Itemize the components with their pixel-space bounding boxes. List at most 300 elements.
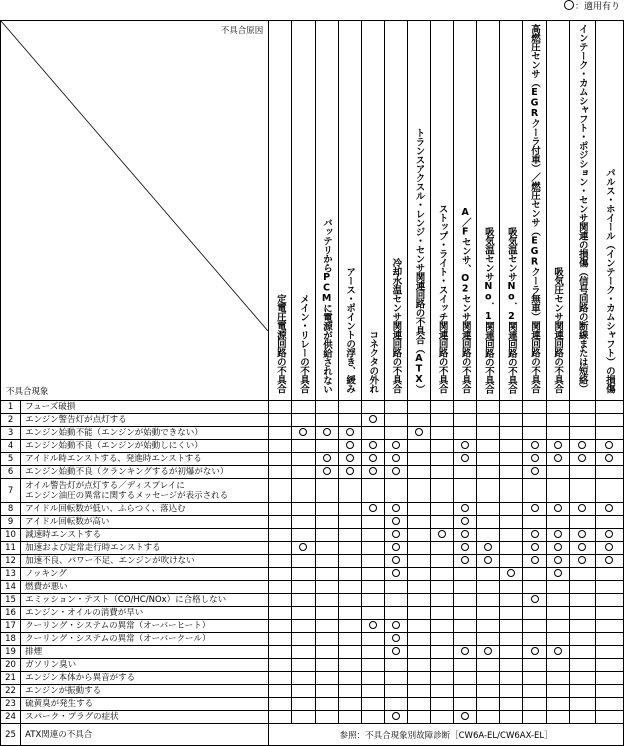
circle-mark-icon	[531, 543, 539, 551]
mark-cell	[338, 529, 361, 542]
mark-cell	[431, 542, 454, 555]
mark-cell	[569, 568, 595, 581]
mark-cell	[546, 427, 569, 440]
mark-cell	[407, 568, 430, 581]
mark-cell	[595, 516, 623, 529]
phenomenon-text: アイドル時エンストする、発進時エンストする	[21, 453, 269, 466]
mark-cell	[546, 453, 569, 466]
mark-cell	[338, 466, 361, 479]
table-row	[1, 659, 624, 672]
mark-cell	[569, 503, 595, 516]
mark-cell	[361, 555, 384, 568]
cause-header-9	[454, 21, 477, 401]
row-number: 21	[1, 672, 21, 685]
mark-cell	[523, 503, 546, 516]
mark-cell	[315, 453, 338, 466]
mark-cell	[546, 581, 569, 594]
table-row	[1, 479, 624, 503]
mark-cell	[338, 646, 361, 659]
mark-cell	[500, 646, 523, 659]
mark-cell	[546, 646, 569, 659]
cause-label: 吸気圧センサ関連回路の不具合	[552, 267, 564, 393]
circle-mark-icon	[461, 647, 469, 655]
mark-cell	[523, 594, 546, 607]
mark-cell	[338, 698, 361, 711]
circle-mark-icon	[369, 467, 377, 475]
mark-cell	[361, 466, 384, 479]
mark-cell	[292, 414, 315, 427]
mark-cell	[338, 607, 361, 620]
mark-cell	[407, 453, 430, 466]
mark-cell	[315, 581, 338, 594]
mark-cell	[477, 698, 500, 711]
mark-cell	[477, 555, 500, 568]
mark-cell	[477, 542, 500, 555]
circle-mark-icon	[554, 569, 562, 577]
mark-cell	[569, 542, 595, 555]
mark-cell	[384, 672, 407, 685]
mark-cell	[431, 711, 454, 724]
mark-cell	[595, 685, 623, 698]
mark-cell	[269, 685, 292, 698]
mark-cell	[407, 581, 430, 594]
mark-cell	[431, 568, 454, 581]
mark-cell	[477, 594, 500, 607]
mark-cell	[595, 414, 623, 427]
circle-mark-icon	[554, 441, 562, 449]
circle-mark-icon	[578, 454, 586, 462]
row-number: 19	[1, 646, 21, 659]
mark-cell	[546, 568, 569, 581]
mark-cell	[315, 479, 338, 503]
circle-mark-icon	[531, 504, 539, 512]
mark-cell	[315, 466, 338, 479]
mark-cell	[569, 440, 595, 453]
circle-mark-icon	[392, 621, 400, 629]
mark-cell	[595, 594, 623, 607]
mark-cell	[292, 607, 315, 620]
mark-cell	[500, 401, 523, 414]
row-number: 8	[1, 503, 21, 516]
table-row	[1, 633, 624, 646]
mark-cell	[361, 453, 384, 466]
mark-cell	[407, 594, 430, 607]
mark-cell	[454, 503, 477, 516]
mark-cell	[315, 646, 338, 659]
mark-cell	[361, 440, 384, 453]
mark-cell	[569, 401, 595, 414]
mark-cell	[595, 542, 623, 555]
mark-cell	[431, 646, 454, 659]
mark-cell	[315, 568, 338, 581]
mark-cell	[431, 620, 454, 633]
circle-mark-icon	[461, 556, 469, 564]
mark-cell	[523, 672, 546, 685]
phenomenon-text: エンジン始動不良（クランキングするが初爆がない）	[21, 466, 269, 479]
mark-cell	[595, 672, 623, 685]
mark-cell	[338, 516, 361, 529]
table-row	[1, 594, 624, 607]
mark-cell	[384, 698, 407, 711]
mark-cell	[384, 414, 407, 427]
mark-cell	[269, 401, 292, 414]
mark-cell	[546, 542, 569, 555]
mark-cell	[338, 633, 361, 646]
cause-label: ストップ・ライト・スイッチ関連回路の不具合	[436, 204, 448, 393]
circle-mark-icon	[578, 504, 586, 512]
mark-cell	[595, 633, 623, 646]
mark-cell	[292, 401, 315, 414]
mark-cell	[523, 427, 546, 440]
circle-mark-icon	[605, 504, 613, 512]
circle-mark-icon	[369, 454, 377, 462]
cause-header-5	[361, 21, 384, 401]
mark-cell	[546, 633, 569, 646]
cause-header-14	[569, 21, 595, 401]
mark-cell	[477, 401, 500, 414]
mark-cell	[500, 620, 523, 633]
mark-cell	[431, 555, 454, 568]
mark-cell	[454, 685, 477, 698]
mark-cell	[454, 607, 477, 620]
phenomenon-text: スパーク・プラグの症状	[21, 711, 269, 724]
circle-mark-icon	[392, 543, 400, 551]
mark-cell	[569, 453, 595, 466]
circle-mark-icon	[531, 647, 539, 655]
mark-cell	[431, 659, 454, 672]
mark-cell	[595, 581, 623, 594]
mark-cell	[361, 672, 384, 685]
mark-cell	[384, 529, 407, 542]
cause-header-12	[523, 21, 546, 401]
mark-cell	[269, 440, 292, 453]
circle-mark-icon	[461, 543, 469, 551]
phenomenon-text: オイル警告灯が点灯する／ディスプレイに エンジン油圧の異常に関するメッセージが表示される	[21, 479, 269, 503]
circle-mark-icon	[392, 504, 400, 512]
mark-cell	[454, 529, 477, 542]
cause-header-label: 不具合原因	[220, 26, 264, 36]
mark-cell	[431, 685, 454, 698]
cause-label: アース・ポイントの浮き、緩み	[344, 267, 356, 393]
mark-cell	[292, 479, 315, 503]
mark-cell	[454, 414, 477, 427]
table-row	[1, 516, 624, 529]
mark-cell	[361, 581, 384, 594]
mark-cell	[407, 659, 430, 672]
mark-cell	[454, 427, 477, 440]
row-number: 2	[1, 414, 21, 427]
mark-cell	[454, 555, 477, 568]
circle-mark-icon	[299, 428, 307, 436]
mark-cell	[523, 581, 546, 594]
circle-mark-icon	[323, 467, 331, 475]
mark-cell	[595, 466, 623, 479]
mark-cell	[595, 440, 623, 453]
mark-cell	[407, 555, 430, 568]
mark-cell	[431, 516, 454, 529]
mark-cell	[523, 620, 546, 633]
mark-cell	[546, 555, 569, 568]
mark-cell	[315, 529, 338, 542]
phenomenon-text: エンジン・オイルの消費が早い	[21, 607, 269, 620]
phenomenon-text: クーリング・システムの異常（オーバーヒート）	[21, 620, 269, 633]
circle-mark-icon	[554, 543, 562, 551]
table-row	[1, 427, 624, 440]
mark-cell	[338, 620, 361, 633]
mark-cell	[269, 427, 292, 440]
mark-cell	[595, 568, 623, 581]
mark-cell	[431, 453, 454, 466]
mark-cell	[477, 672, 500, 685]
mark-cell	[500, 479, 523, 503]
table-row	[1, 453, 624, 466]
circle-mark-icon	[461, 712, 469, 720]
mark-cell	[361, 685, 384, 698]
mark-cell	[523, 479, 546, 503]
mark-cell	[361, 659, 384, 672]
circle-mark-icon	[392, 454, 400, 462]
reference-note: 参照：不具合現象別故障診断［CW6A-EL/CW6AX-EL］	[269, 724, 624, 746]
mark-cell	[384, 453, 407, 466]
row-number: 17	[1, 620, 21, 633]
cause-label: メイン・リレーの不具合	[297, 294, 309, 393]
mark-cell	[269, 698, 292, 711]
mark-cell	[546, 414, 569, 427]
mark-cell	[454, 672, 477, 685]
mark-cell	[500, 542, 523, 555]
row-number: 25	[1, 724, 21, 746]
row-number: 7	[1, 479, 21, 503]
phenomenon-text: 減速時エンストする	[21, 529, 269, 542]
circle-mark-icon	[438, 530, 446, 538]
mark-cell	[384, 646, 407, 659]
mark-cell	[477, 633, 500, 646]
mark-cell	[500, 466, 523, 479]
mark-cell	[523, 607, 546, 620]
cause-header-2	[292, 21, 315, 401]
table-row	[1, 581, 624, 594]
cause-label: A／Fセンサ、O2センサ関連回路の不具合	[459, 207, 471, 393]
mark-cell	[546, 698, 569, 711]
mark-cell	[338, 568, 361, 581]
mark-cell	[338, 685, 361, 698]
mark-cell	[384, 620, 407, 633]
circle-mark-icon	[531, 556, 539, 564]
circle-mark-icon	[554, 504, 562, 512]
mark-cell	[315, 516, 338, 529]
mark-cell	[407, 646, 430, 659]
mark-cell	[431, 594, 454, 607]
mark-cell	[315, 620, 338, 633]
mark-cell	[500, 672, 523, 685]
mark-cell	[523, 466, 546, 479]
mark-cell	[454, 620, 477, 633]
mark-cell	[384, 633, 407, 646]
phenomenon-text: 燃費が悪い	[21, 581, 269, 594]
mark-cell	[407, 633, 430, 646]
mark-cell	[431, 440, 454, 453]
mark-cell	[338, 503, 361, 516]
mark-cell	[407, 401, 430, 414]
mark-cell	[595, 698, 623, 711]
circle-mark-icon	[531, 530, 539, 538]
mark-cell	[569, 466, 595, 479]
row-number: 22	[1, 685, 21, 698]
mark-cell	[292, 633, 315, 646]
mark-cell	[338, 401, 361, 414]
mark-cell	[292, 646, 315, 659]
mark-cell	[454, 698, 477, 711]
mark-cell	[569, 659, 595, 672]
table-row	[1, 711, 624, 724]
circle-mark-icon	[346, 454, 354, 462]
table-row-reference	[1, 724, 624, 746]
mark-cell	[500, 440, 523, 453]
circle-mark-icon	[392, 556, 400, 564]
mark-cell	[500, 633, 523, 646]
circle-mark-icon	[605, 556, 613, 564]
phenomenon-text: 硫黄臭が発生する	[21, 698, 269, 711]
mark-cell	[361, 542, 384, 555]
circle-mark-icon	[369, 415, 377, 423]
mark-cell	[407, 711, 430, 724]
mark-cell	[569, 516, 595, 529]
mark-cell	[477, 427, 500, 440]
mark-cell	[595, 659, 623, 672]
mark-cell	[269, 672, 292, 685]
corner-header	[1, 21, 269, 401]
mark-cell	[477, 453, 500, 466]
circle-mark-icon	[299, 543, 307, 551]
mark-cell	[338, 711, 361, 724]
mark-cell	[315, 542, 338, 555]
mark-cell	[500, 555, 523, 568]
row-number: 20	[1, 659, 21, 672]
mark-cell	[523, 440, 546, 453]
mark-cell	[431, 633, 454, 646]
mark-cell	[546, 711, 569, 724]
cause-header-3	[315, 21, 338, 401]
mark-cell	[407, 685, 430, 698]
mark-cell	[292, 466, 315, 479]
mark-cell	[338, 594, 361, 607]
header-row	[1, 21, 624, 401]
mark-cell	[361, 568, 384, 581]
table-row	[1, 685, 624, 698]
mark-cell	[500, 529, 523, 542]
cause-header-15	[595, 21, 623, 401]
cause-label: 吸気温センサNo．1関連回路の不具合	[482, 226, 494, 393]
circle-mark-icon	[461, 441, 469, 449]
mark-cell	[384, 503, 407, 516]
mark-cell	[454, 646, 477, 659]
mark-cell	[292, 659, 315, 672]
mark-cell	[500, 414, 523, 427]
mark-cell	[569, 620, 595, 633]
mark-cell	[595, 503, 623, 516]
mark-cell	[500, 453, 523, 466]
row-number: 11	[1, 542, 21, 555]
mark-cell	[315, 607, 338, 620]
row-number: 13	[1, 568, 21, 581]
circle-mark-icon	[392, 712, 400, 720]
mark-cell	[546, 466, 569, 479]
mark-cell	[431, 479, 454, 503]
mark-cell	[384, 659, 407, 672]
mark-cell	[454, 633, 477, 646]
mark-cell	[315, 503, 338, 516]
cause-label: パルス・ホイール（インテーク・カムシャフト）の損傷	[603, 168, 615, 393]
mark-cell	[431, 414, 454, 427]
mark-cell	[269, 414, 292, 427]
row-number: 14	[1, 581, 21, 594]
row-number: 10	[1, 529, 21, 542]
table-row	[1, 620, 624, 633]
circle-mark-icon	[554, 454, 562, 462]
table-row	[1, 503, 624, 516]
circle-mark-icon	[484, 647, 492, 655]
mark-cell	[477, 620, 500, 633]
mark-cell	[477, 516, 500, 529]
mark-cell	[407, 479, 430, 503]
mark-cell	[338, 427, 361, 440]
mark-cell	[569, 711, 595, 724]
mark-cell	[269, 568, 292, 581]
mark-cell	[315, 427, 338, 440]
mark-cell	[454, 401, 477, 414]
phenomenon-text: エンジン警告灯が点灯する	[21, 414, 269, 427]
mark-cell	[384, 479, 407, 503]
mark-cell	[546, 685, 569, 698]
circle-mark-icon	[605, 543, 613, 551]
mark-cell	[595, 479, 623, 503]
mark-cell	[523, 555, 546, 568]
mark-cell	[315, 685, 338, 698]
phenomenon-text: クーリング・システムの異常（オーバークール）	[21, 633, 269, 646]
mark-cell	[338, 555, 361, 568]
mark-cell	[384, 542, 407, 555]
row-number: 5	[1, 453, 21, 466]
mark-cell	[407, 672, 430, 685]
mark-cell	[407, 440, 430, 453]
mark-cell	[315, 555, 338, 568]
mark-cell	[523, 685, 546, 698]
phenomenon-text: アイドル回転数が低い、ふらつく、落込む	[21, 503, 269, 516]
phenomenon-text: ノッキング	[21, 568, 269, 581]
row-number: 16	[1, 607, 21, 620]
mark-cell	[269, 479, 292, 503]
mark-cell	[546, 401, 569, 414]
mark-cell	[292, 516, 315, 529]
mark-cell	[431, 427, 454, 440]
mark-cell	[431, 607, 454, 620]
mark-cell	[315, 414, 338, 427]
mark-cell	[454, 479, 477, 503]
mark-cell	[384, 711, 407, 724]
cause-label: 冷却水温センサ関連回路の不具合	[390, 258, 402, 393]
mark-cell	[523, 659, 546, 672]
mark-cell	[384, 516, 407, 529]
mark-cell	[361, 620, 384, 633]
mark-cell	[338, 542, 361, 555]
mark-cell	[407, 503, 430, 516]
mark-cell	[477, 414, 500, 427]
mark-cell	[431, 581, 454, 594]
mark-cell	[407, 542, 430, 555]
mark-cell	[292, 698, 315, 711]
cause-label: 吸気温センサNo．2関連回路の不具合	[505, 226, 517, 393]
phenomenon-text: 加速不良、パワー不足、エンジンが吹けない	[21, 555, 269, 568]
